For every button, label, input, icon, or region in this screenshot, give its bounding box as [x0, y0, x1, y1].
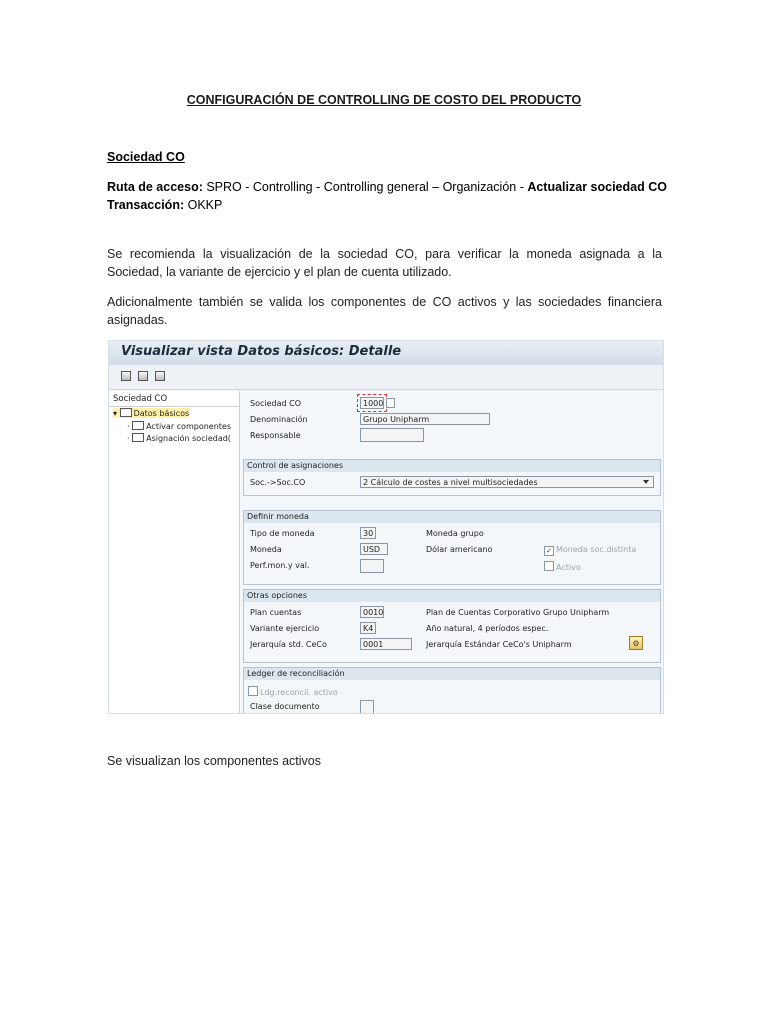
jerarquia-desc: Jerarquía Estándar CeCo's Unipharm: [426, 640, 572, 649]
focus-marker: [357, 394, 387, 412]
plan-cuentas-label: Plan cuentas: [250, 608, 302, 617]
plan-cuentas-desc: Plan de Cuentas Corporativo Grupo Unipharm: [426, 608, 610, 617]
bullet-icon: ·: [127, 434, 130, 443]
sociedad-co-field[interactable]: 1000: [360, 397, 384, 409]
group-ledger: [243, 667, 661, 714]
group-heading: Otras opciones: [244, 590, 660, 602]
group-heading: Control de asignaciones: [244, 460, 660, 472]
hierarchy-display-icon[interactable]: ⚙: [629, 636, 643, 650]
save-icon[interactable]: [155, 371, 165, 381]
ldg-reconcil-checkbox[interactable]: [248, 686, 338, 697]
tree-item-activar-componentes[interactable]: [127, 421, 231, 431]
variante-ejercicio-field[interactable]: K4: [360, 622, 376, 634]
moneda-field[interactable]: USD: [360, 543, 388, 555]
folder-open-icon: [120, 408, 132, 417]
tree-item-label: Activar componentes: [146, 422, 231, 431]
group-otras-opciones: [243, 589, 661, 663]
group-heading: Ledger de reconciliación: [244, 668, 660, 680]
tree-item-datos-basicos[interactable]: [113, 408, 189, 418]
access-route-text: SPRO - Controlling - Controlling general – Organización -: [202, 180, 528, 194]
checkbox-label: Moneda soc.distinta: [556, 545, 637, 554]
dropdown-value: 2 Cálculo de costes a nivel multisociedades: [363, 478, 538, 487]
activo-checkbox[interactable]: [544, 561, 581, 572]
tipo-moneda-label: Tipo de moneda: [250, 529, 315, 538]
value-help-icon[interactable]: [386, 398, 395, 408]
document-title: CONFIGURACIÓN DE CONTROLLING DE COSTO DEL PRODUCTO: [186, 93, 582, 107]
navigation-tree: [109, 391, 240, 713]
checkbox-unchecked-icon: [248, 686, 258, 696]
sap-toolbar: [109, 365, 663, 390]
display-change-icon[interactable]: [121, 371, 131, 381]
variante-ejercicio-label: Variante ejercicio: [250, 624, 320, 633]
soc-soc-co-label: Soc.->Soc.CO: [250, 478, 306, 487]
responsable-field[interactable]: [360, 428, 424, 442]
perf-mon-field[interactable]: [360, 559, 384, 573]
clase-documento-label: Clase documento: [250, 702, 320, 711]
tree-item-label: Asignación sociedad(: [146, 434, 231, 443]
folder-icon: [132, 433, 144, 442]
tree-root[interactable]: Sociedad CO: [113, 394, 168, 404]
paragraph-1: Se recomienda la visualización de la sociedad CO, para verificar la moneda asignada a la Sociedad, la variante de ejercicio y el plan de cuenta utilizado.: [107, 247, 662, 279]
transaction-line: [107, 198, 222, 212]
bullet-icon: ·: [127, 422, 130, 431]
jerarquia-field[interactable]: 0001: [360, 638, 412, 650]
detail-area: [240, 391, 663, 713]
denominacion-field[interactable]: Grupo Unipharm: [360, 413, 490, 425]
sap-screenshot: [108, 340, 664, 714]
jerarquia-label: Jerarquía std. CeCo: [250, 640, 327, 649]
group-control-asignaciones: [243, 459, 661, 496]
responsable-label: Responsable: [250, 431, 301, 440]
access-route-line: [107, 180, 667, 194]
variante-ejercicio-desc: Año natural, 4 períodos espec.: [426, 624, 549, 633]
tipo-moneda-field[interactable]: 30: [360, 527, 376, 539]
paragraph-2: Adicionalmente también se valida los componentes de CO activos y las sociedades financiera asignadas.: [107, 295, 662, 327]
access-route-label: Ruta de acceso:: [107, 180, 203, 194]
checkbox-unchecked-icon: [544, 561, 554, 571]
group-heading: Definir moneda: [244, 511, 660, 523]
folder-icon: [132, 421, 144, 430]
moneda-desc: Dólar americano: [426, 545, 493, 554]
other-object-icon[interactable]: [138, 371, 148, 381]
sap-screen-title: Visualizar vista Datos básicos: Detalle: [121, 344, 402, 359]
paragraph-3: Se visualizan los componentes activos: [107, 754, 322, 768]
denominacion-label: Denominación: [250, 415, 308, 424]
dropdown-arrow-icon[interactable]: [643, 480, 649, 484]
access-route-final: Actualizar sociedad CO: [527, 180, 667, 194]
moneda-label: Moneda: [250, 545, 282, 554]
transaction-value: OKKP: [184, 198, 223, 212]
expand-arrow-icon[interactable]: ▾: [113, 409, 118, 418]
tree-item-asignacion-sociedad[interactable]: [127, 433, 231, 443]
tree-item-label: Datos básicos: [133, 409, 190, 418]
checkbox-checked-icon: ✓: [544, 546, 554, 556]
soc-soc-co-dropdown[interactable]: [360, 476, 654, 488]
sociedad-co-label: Sociedad CO: [250, 399, 301, 408]
plan-cuentas-field[interactable]: 0010: [360, 606, 384, 618]
sap-title-bar: [109, 341, 663, 365]
transaction-label: Transacción:: [107, 198, 185, 212]
tipo-moneda-desc: Moneda grupo: [426, 529, 484, 538]
checkbox-label: Ldg.reconcil. activo: [260, 688, 338, 697]
moneda-soc-distinta-checkbox[interactable]: [544, 545, 636, 556]
tree-divider: [109, 406, 239, 407]
perf-mon-label: Perf.mon.y val.: [250, 561, 310, 570]
group-definir-moneda: [243, 510, 661, 585]
section-heading: Sociedad CO: [107, 150, 185, 164]
clase-documento-field[interactable]: [360, 700, 374, 714]
checkbox-label: Activo: [556, 563, 581, 572]
